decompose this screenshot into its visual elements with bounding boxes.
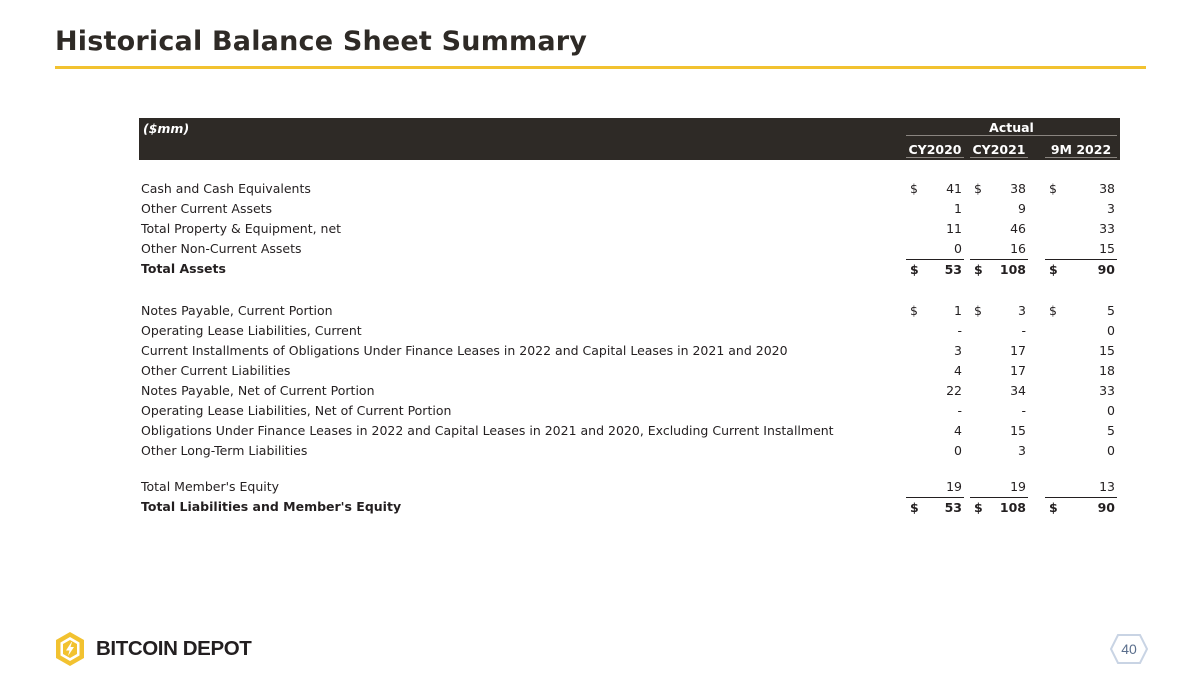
row-label: Cash and Cash Equivalents (141, 181, 311, 196)
value-cell (970, 239, 1028, 259)
value-cell (906, 219, 964, 239)
value-cell (970, 477, 1028, 497)
value-cell (1045, 219, 1117, 239)
row-label: Total Member's Equity (141, 479, 280, 494)
row-label: Current Installments of Obligations Under Finance Leases in 2022 and Capital Leases in 2021 and 2020 (141, 343, 788, 358)
row-label: Operating Lease Liabilities, Net of Current Portion (141, 403, 452, 418)
cell-value: 38 (1010, 181, 1026, 196)
value-cell (1045, 301, 1117, 321)
value-cell (906, 401, 964, 421)
cell-value: 3 (954, 343, 962, 358)
column-rule (1045, 157, 1117, 158)
cell-value: 0 (1107, 403, 1115, 418)
value-cell (1045, 259, 1117, 279)
table-row (139, 259, 1120, 279)
value-cell (970, 179, 1028, 199)
row-label: Other Non-Current Assets (141, 241, 302, 256)
dollar-sign: $ (910, 181, 918, 196)
cell-value: 1 (954, 303, 962, 318)
cell-value: - (957, 323, 962, 338)
value-cell (970, 401, 1028, 421)
value-cell (970, 199, 1028, 219)
dollar-sign: $ (1049, 181, 1057, 196)
cell-value: 33 (1099, 383, 1115, 398)
cell-value: 108 (999, 262, 1026, 277)
table-row (139, 421, 1120, 441)
row-label: Other Long-Term Liabilities (141, 443, 308, 458)
value-cell (1045, 381, 1117, 401)
column-header-cy2020: CY2020 (908, 142, 962, 157)
value-cell (970, 421, 1028, 441)
dollar-sign: $ (1049, 500, 1058, 515)
cell-value: 5 (1107, 423, 1115, 438)
column-header-9m2022: 9M 2022 (1050, 142, 1112, 157)
table-row (139, 341, 1120, 361)
row-label: Notes Payable, Net of Current Portion (141, 383, 375, 398)
cell-value: 0 (954, 443, 962, 458)
table-row (139, 361, 1120, 381)
value-cell (970, 219, 1028, 239)
group-header-rule (906, 135, 1117, 136)
table-header (139, 118, 1120, 160)
cell-value: 34 (1010, 383, 1026, 398)
cell-value: 15 (1099, 241, 1115, 256)
value-cell (970, 301, 1028, 321)
value-cell (970, 259, 1028, 279)
cell-value: 0 (1107, 443, 1115, 458)
table-row (139, 199, 1120, 219)
cell-value: 4 (954, 423, 962, 438)
value-cell (906, 259, 964, 279)
cell-value: 53 (944, 262, 962, 277)
value-cell (906, 199, 964, 219)
cell-value: 3 (1107, 201, 1115, 216)
value-cell (970, 497, 1028, 517)
cell-value: 15 (1099, 343, 1115, 358)
value-cell (1045, 441, 1117, 461)
value-cell (970, 361, 1028, 381)
row-label: Notes Payable, Current Portion (141, 303, 333, 318)
dollar-sign: $ (910, 303, 918, 318)
cell-value: 9 (1018, 201, 1026, 216)
dollar-sign: $ (974, 500, 983, 515)
cell-value: 90 (1097, 262, 1115, 277)
dollar-sign: $ (974, 262, 983, 277)
bitcoin-depot-logo-icon (54, 631, 86, 667)
cell-value: 33 (1099, 221, 1115, 236)
cell-value: 3 (1018, 303, 1026, 318)
dollar-sign: $ (1049, 262, 1058, 277)
cell-value: 13 (1099, 479, 1115, 494)
dollar-sign: $ (974, 303, 982, 318)
row-label: Other Current Assets (141, 201, 273, 216)
value-cell (906, 477, 964, 497)
cell-value: 46 (1010, 221, 1026, 236)
cell-value: 15 (1010, 423, 1026, 438)
table-row (139, 441, 1120, 461)
cell-value: 19 (946, 479, 962, 494)
cell-value: - (957, 403, 962, 418)
row-label: Total Assets (141, 261, 226, 276)
cell-value: 18 (1099, 363, 1115, 378)
cell-value: 17 (1010, 363, 1026, 378)
table-row (139, 301, 1120, 321)
row-label: Total Property & Equipment, net (141, 221, 342, 236)
cell-value: - (1021, 323, 1026, 338)
row-label: Operating Lease Liabilities, Current (141, 323, 362, 338)
row-label: Obligations Under Finance Leases in 2022 and Capital Leases in 2021 and 2020, Excluding Current Installment (141, 423, 834, 438)
cell-value: 108 (999, 500, 1026, 515)
value-cell (906, 421, 964, 441)
table-row (139, 381, 1120, 401)
value-cell (1045, 199, 1117, 219)
value-cell (906, 341, 964, 361)
row-label: Total Liabilities and Member's Equity (141, 499, 402, 514)
title-underline (55, 66, 1146, 69)
cell-value: 0 (954, 241, 962, 256)
page-number: 40 (1121, 641, 1137, 657)
value-cell (906, 361, 964, 381)
brand-name: BITCOIN DEPOT (96, 637, 252, 660)
value-cell (1045, 361, 1117, 381)
dollar-sign: $ (1049, 303, 1057, 318)
page-title: Historical Balance Sheet Summary (55, 26, 588, 57)
value-cell (970, 381, 1028, 401)
value-cell (1045, 477, 1117, 497)
table-row (139, 497, 1120, 517)
value-cell (1045, 421, 1117, 441)
cell-value: 11 (946, 221, 962, 236)
table-row (139, 179, 1120, 199)
value-cell (1045, 497, 1117, 517)
cell-value: 38 (1099, 181, 1115, 196)
table-row (139, 477, 1120, 497)
cell-value: 17 (1010, 343, 1026, 358)
value-cell (906, 381, 964, 401)
cell-value: 53 (944, 500, 962, 515)
cell-value: 90 (1097, 500, 1115, 515)
value-cell (1045, 401, 1117, 421)
value-cell (1045, 321, 1117, 341)
value-cell (970, 341, 1028, 361)
cell-value: 16 (1010, 241, 1026, 256)
value-cell (906, 321, 964, 341)
cell-value: - (1021, 403, 1026, 418)
cell-value: 22 (946, 383, 962, 398)
cell-value: 0 (1107, 323, 1115, 338)
table-row (139, 401, 1120, 421)
group-header-actual: Actual (989, 120, 1034, 135)
cell-value: 5 (1107, 303, 1115, 318)
value-cell (1045, 179, 1117, 199)
cell-value: 4 (954, 363, 962, 378)
value-cell (906, 179, 964, 199)
cell-value: 3 (1018, 443, 1026, 458)
value-cell (1045, 341, 1117, 361)
value-cell (970, 321, 1028, 341)
column-header-cy2021: CY2021 (972, 142, 1026, 157)
table-row (139, 239, 1120, 259)
value-cell (906, 301, 964, 321)
dollar-sign: $ (910, 262, 919, 277)
row-label: Other Current Liabilities (141, 363, 291, 378)
unit-label: ($mm) (143, 121, 190, 136)
value-cell (1045, 239, 1117, 259)
cell-value: 41 (946, 181, 962, 196)
cell-value: 1 (954, 201, 962, 216)
value-cell (906, 497, 964, 517)
value-cell (906, 441, 964, 461)
table-row (139, 321, 1120, 341)
value-cell (970, 441, 1028, 461)
column-rule (906, 157, 964, 158)
dollar-sign: $ (974, 181, 982, 196)
dollar-sign: $ (910, 500, 919, 515)
column-rule (970, 157, 1028, 158)
cell-value: 19 (1010, 479, 1026, 494)
value-cell (906, 239, 964, 259)
table-row (139, 219, 1120, 239)
